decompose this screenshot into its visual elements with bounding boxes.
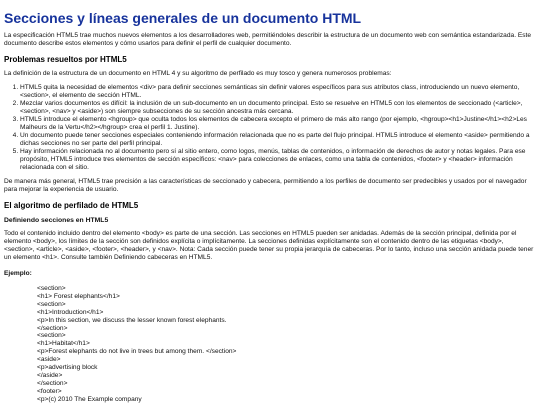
problems-list-item: 1. HTML5 quita la necesidad de elementos <div> para definir secciones semánticas sin definir valores específicos para sus atributos class, introduciendo un nuevo elemento, <section>, el elemento de sección HTML. (20, 84, 534, 100)
problems-list-item: 5. Hay información relacionada no al documento pero sí al sitio entero, como logos, menús, tablas de contenidos, o información de derechos de autor y notas legales. Para ese propósito, HTML5 introduce tres elementos de sección específicos: <nav> para colecciones de enlaces, como una tabla de contenidos, <footer> y <header> información relacionada con el sitio. (20, 148, 534, 172)
problems-list-item: 4. Un documento puede tener secciones especiales conteniendo información relacionada que no es parte del flujo principal. HTML5 introduce el elemento <aside> permitiendo a dichas secciones no ser parte del perfil principal. (20, 132, 534, 148)
code-line: <section> (37, 300, 66, 308)
problems-list-item: 2. Mezclar varios documentos es difícil: la inclusión de un sub-documento en un documento principal. Esto se resuelve en HTML5 con los elementos de seccionado (<article>, <section>, <nav> y <aside>) son siempre subsecciones de su sección ancestra más cercana. (20, 100, 534, 116)
intro-paragraph: La especificación HTML5 trae muchos nuevos elementos a los desarrolladores web, permitiéndoles describir la estructura de un documento web con semántica estandarizada. Este documento describe estos elementos y cómo usarlos para definir el perfil de cualquier documento. (4, 32, 532, 47)
page-title: Secciones y líneas generales de un documento HTML (4, 10, 362, 26)
code-line: <p>advertising block (37, 364, 98, 372)
code-line: </section> (37, 324, 68, 332)
algorithm-heading: El algoritmo de perfilado de HTML5 (4, 201, 139, 210)
code-line: <aside> (37, 356, 61, 364)
code-example (37, 285, 534, 404)
sections-subheading: Definiendo secciones en HTML5 (4, 217, 109, 224)
code-line: <footer> (37, 387, 62, 395)
code-line: </aside> (37, 371, 63, 379)
problems-lead: La definición de la estructura de un documento en HTML 4 y su algoritmo de perfilado es muy tosco y genera numerosos problemas: (4, 70, 392, 77)
code-line: <p>Forest elephants do not live in trees but among them. </section> (37, 348, 237, 356)
algorithm-body: Todo el contenido incluido dentro del elemento <body> es parte de una sección. Las secciones en HTML5 pueden ser anidadas. Además de la sección principal, definida por el elemento <body>, los límites de la sección son definidos explícita o implícitamente. La secciones definidas explícitamente son el contenido dentro de las etiquetas <body>, <section>, <article>, <aside>, <footer>, <header>, y <nav>. Nota: Cada sección puede tener su propia jerarquía de cabeceras. Por lo tanto, incluso una sección anidada puede tener un elemento <h1>. Consulte también Definiendo cabeceras en HTML5. (4, 230, 534, 261)
code-line: <h1>Introduction</h1> (37, 308, 104, 316)
code-line: <section> (37, 285, 66, 292)
code-line: <section> (37, 332, 66, 340)
code-line: <p>In this section, we discuss the lesser known forest elephants. (37, 316, 227, 324)
code-line: </section> (37, 379, 68, 387)
code-line: <h1>Habitat</h1> (37, 340, 90, 348)
problems-list-item: 3. HTML5 introduce el elemento <hgroup> que oculta todos los elementos de cabecera excepto el primero de más alto rango (por ejemplo, <hgroup><h1>Justine</h1><h2>Les Malheurs de la Vertu</h2></hgroup> crea el perfil 1. Justine). (20, 116, 534, 132)
problems-closing: De manera más general, HTML5 trae precisión a las características de seccionado y cabecera, permitiendo a los perfiles de documento ser predecibles y usados por el navegador para mejorar la experiencia de usuario. (4, 178, 527, 193)
problems-list (4, 84, 534, 172)
code-line: <p>(c) 2010 The Example company (37, 395, 142, 403)
example-label: Ejemplo: (4, 270, 32, 277)
problems-heading: Problemas resueltos por HTML5 (4, 55, 127, 64)
code-line: <h1> Forest elephants</h1> (37, 292, 120, 300)
